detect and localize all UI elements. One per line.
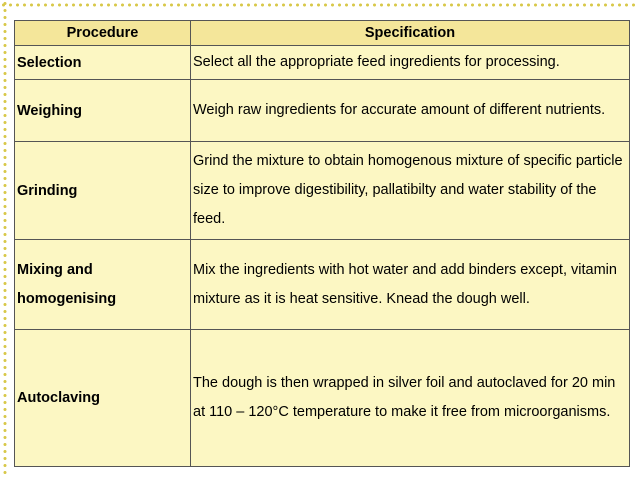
table-row	[15, 142, 630, 240]
table-row	[15, 80, 630, 142]
specification-cell: Grind the mixture to obtain homogenous mixture of specific particle size to improve digestibility, pallatibilty and water stability of the feed.	[191, 142, 630, 240]
dotted-border-top	[0, 2, 638, 8]
procedure-cell: Weighing	[15, 80, 191, 142]
table-row	[15, 240, 630, 330]
specification-cell: Weigh raw ingredients for accurate amount of different nutrients.	[191, 80, 630, 142]
procedure-cell: Selection	[15, 46, 191, 80]
procedure-cell: Mixing and homogenising	[15, 240, 191, 330]
dotted-border-left	[2, 0, 8, 478]
specification-cell: Mix the ingredients with hot water and add binders except, vitamin mixture as it is heat sensitive. Knead the dough well.	[191, 240, 630, 330]
table-row	[15, 46, 630, 80]
table-row	[15, 330, 630, 467]
header-specification: Specification	[191, 21, 630, 46]
table-header-row	[15, 21, 630, 46]
specification-cell: Select all the appropriate feed ingredients for processing.	[191, 46, 630, 80]
procedure-cell: Autoclaving	[15, 330, 191, 467]
specification-cell: The dough is then wrapped in silver foil and autoclaved for 20 min at 110 – 120°C temperature to make it free from microorganisms.	[191, 330, 630, 467]
procedure-cell: Grinding	[15, 142, 191, 240]
header-procedure: Procedure	[15, 21, 191, 46]
procedure-table	[14, 20, 630, 467]
